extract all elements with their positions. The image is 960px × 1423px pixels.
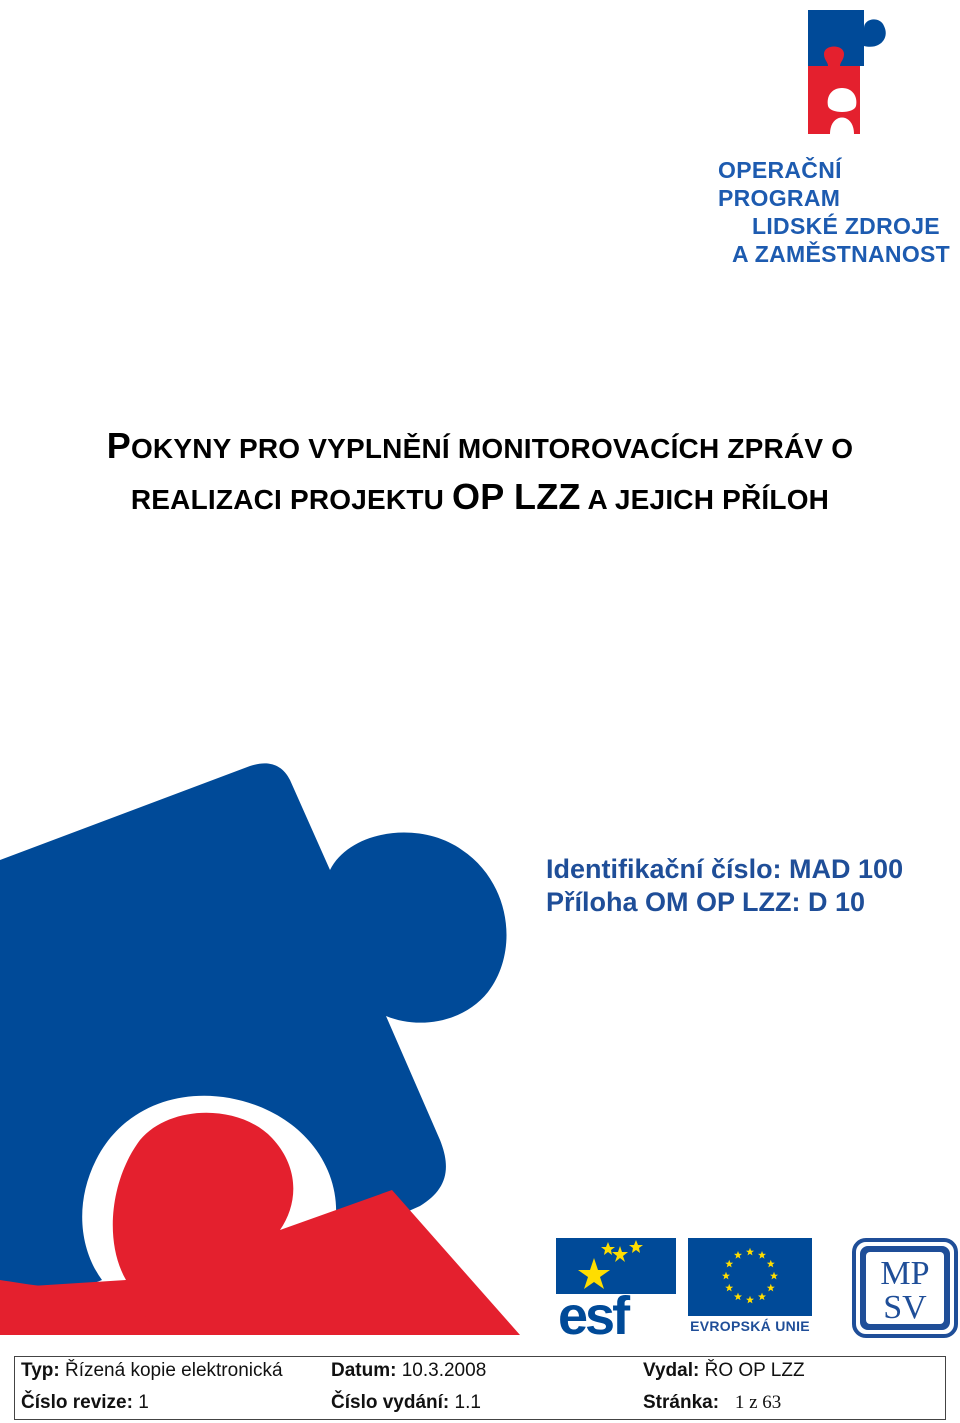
eu-label: EVROPSKÁ UNIE [690, 1318, 810, 1334]
esf-logo [556, 1238, 676, 1336]
footer-page [643, 1391, 781, 1415]
footer-edition-label: Číslo vydání: [331, 1392, 450, 1413]
title-line-1-text: OKYNY PRO VYPLNĚNÍ MONITOROVACÍCH ZPRÁV O [130, 433, 854, 464]
title-line-2-b: A JEJICH PŘÍLOH [580, 484, 830, 515]
title-line-2-big: OP LZZ [452, 476, 581, 517]
footer-revision-label: Číslo revize: [21, 1392, 133, 1413]
esf-text: esf [558, 1286, 628, 1336]
footer-issued-by-label: Vydal: [643, 1360, 700, 1381]
program-line-2: LIDSKÉ ZDROJE [752, 213, 940, 239]
mpsv-logo [852, 1238, 958, 1338]
footer-page-label: Stránka: [643, 1392, 720, 1413]
footer-date-label: Datum: [331, 1360, 397, 1381]
program-line-3: A ZAMĚSTNANOST [732, 241, 951, 267]
title-line-1 [0, 422, 960, 473]
program-name [716, 156, 960, 268]
op-lzz-puzzle-logo [800, 8, 900, 138]
program-line-1: OPERAČNÍ PROGRAM [718, 157, 842, 211]
footer-revision [21, 1391, 149, 1415]
footer-type [21, 1359, 283, 1383]
footer-issued-by [643, 1359, 805, 1383]
footer-date [331, 1359, 486, 1383]
footer-page-value: 1 z 63 [734, 1392, 782, 1413]
annex-number: Příloha OM OP LZZ: D 10 [546, 887, 866, 917]
footer-issued-by-value: ŘO OP LZZ [699, 1360, 805, 1381]
footer-edition [331, 1391, 481, 1415]
mpsv-top-text: MP [880, 1255, 930, 1292]
document-title [0, 422, 960, 524]
title-line-2-a: REALIZACI PROJEKTU [130, 484, 453, 515]
identification-block [546, 853, 903, 919]
title-initial: P [106, 425, 131, 466]
mpsv-bottom-text: SV [883, 1289, 927, 1326]
footer-type-label: Typ: [21, 1360, 60, 1381]
identification-number: Identifikační číslo: MAD 100 [546, 854, 904, 884]
footer-revision-value: 1 [132, 1392, 149, 1413]
footer-date-value: 10.3.2008 [396, 1360, 487, 1381]
footer-type-value: Řízená kopie elektronická [59, 1360, 283, 1381]
footer-edition-value: 1.1 [449, 1392, 481, 1413]
puzzle-graphic [0, 760, 560, 1340]
eu-logo [688, 1238, 812, 1336]
title-line-2 [0, 473, 960, 524]
document-footer-table [14, 1356, 946, 1420]
eu-flag-icon [688, 1238, 812, 1316]
